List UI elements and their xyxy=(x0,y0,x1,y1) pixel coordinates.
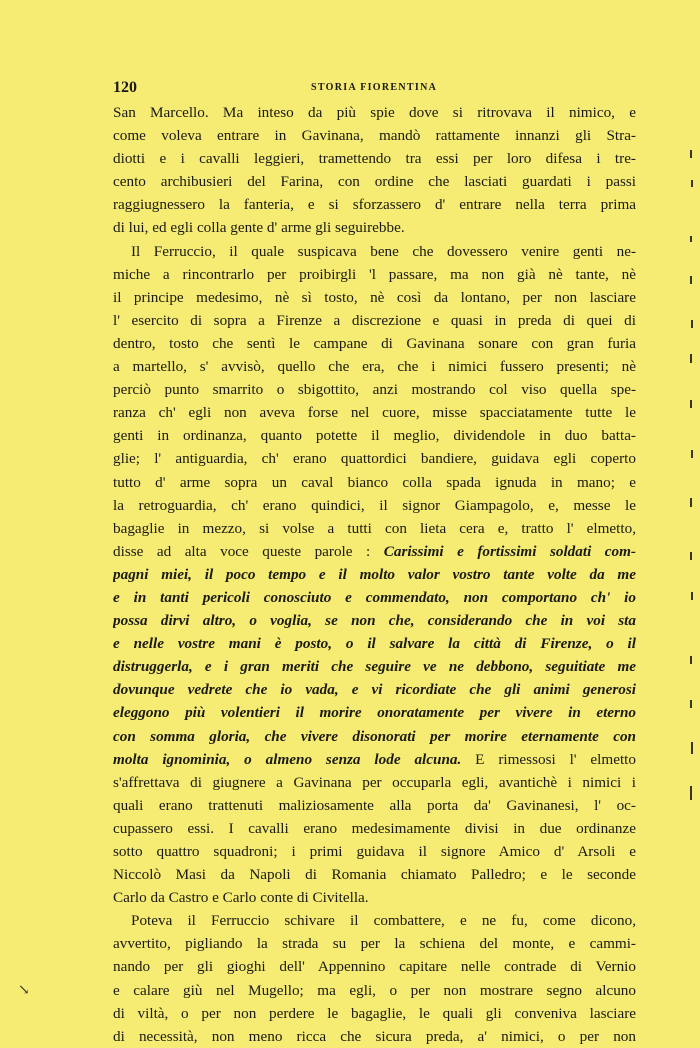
text-line-italic: possa dirvi altro, o voglia, se non che, considerando che in voi sta xyxy=(113,612,636,630)
text-line: cento archibusieri del Farina, con ordine che lasciati guardati i passi xyxy=(113,173,636,191)
text-line: miche a rincontrarlo per proibirgli 'l passare, ma non già nè tante, nè xyxy=(113,265,636,283)
text-line: San Marcello. Ma inteso da più spie dove si ritrovava il nimico, e xyxy=(113,104,636,121)
margin-bleed-mark xyxy=(690,786,692,800)
paragraph-2 xyxy=(113,240,636,910)
text-line: bagaglie in mezzo, si volse a tutti con lieta cera e, tratto l' elmetto, xyxy=(113,519,636,537)
text-italic: Carissimi e fortissimi soldati com- xyxy=(383,542,636,560)
text-line: di viltà, o per non perdere le bagaglie, le quali gli conveniva lasciare xyxy=(113,1004,636,1022)
text-line-italic: eleggono più volentieri il morire onoratamente per vivere in eterno xyxy=(113,704,636,722)
text-line: cupassero essi. I cavalli erano medesimamente divisi in due ordinanze xyxy=(113,819,636,837)
margin-bleed-mark xyxy=(690,498,692,507)
text-line: nando per gli gioghi dell' Appennino capitare nelle contrade di Vernio xyxy=(113,958,636,976)
text-line: Il Ferruccio, il quale suspicava bene che dovessero venire genti ne- xyxy=(131,242,636,260)
text-line-italic: con somma gloria, che vivere disonorati per morire eternamente con xyxy=(113,727,636,745)
text-line xyxy=(113,540,636,563)
text-line: tutto d' arme sopra un caval bianco colla spada ignuda in mano; e xyxy=(113,473,636,491)
text-line-italic: e in tanti pericoli conosciuto e commendato, non comportano ch' io xyxy=(113,588,636,606)
page-body xyxy=(113,101,636,1048)
text-line: sotto quattro squadroni; i primi guidava il signore Amico d' Arsoli e xyxy=(113,843,636,860)
text-line: diotti e i cavalli leggieri, tramettendo tra essi per loro difesa i tre- xyxy=(113,150,636,168)
margin-bleed-mark xyxy=(690,656,692,664)
text-line: il principe medesimo, nè sì tosto, nè così da lontano, per non lasciare xyxy=(113,288,636,306)
margin-bleed-mark xyxy=(691,180,693,187)
text-italic: molta ignominia, o almeno senza lode alcuna. xyxy=(113,750,462,768)
corner-smudge-mark: ↘ xyxy=(18,982,30,998)
page-header xyxy=(113,79,636,97)
margin-bleed-mark xyxy=(691,592,693,600)
text-line xyxy=(113,748,636,771)
text-line: avvertito, pigliando la strada su per la schiena del monte, e cammi- xyxy=(113,935,636,953)
text-line: ranza ch' egli non aveva forse nel cuore, misse spacciatamente tutte le xyxy=(113,404,636,422)
text-line: Poteva il Ferruccio schivare il combattere, e ne fu, come dicono, xyxy=(131,912,636,930)
text-line: dentro, tosto che sentì le campane di Gavinana sonare con gran furia xyxy=(113,334,636,352)
running-title: STORIA FIORENTINA xyxy=(311,82,438,93)
margin-bleed-mark xyxy=(690,276,692,284)
text-line: Niccolò Masi da Napoli di Romania chiamato Palledro; e le seconde xyxy=(113,866,636,884)
margin-bleed-mark xyxy=(690,150,692,158)
text-line-italic: dovunque vedrete che io vada, e vi ricordiate che gli animi generosi xyxy=(113,681,636,699)
text-line: la retroguardia, ch' erano quindici, il signor Giampagolo, e, messe le xyxy=(113,496,636,514)
text-line: di necessità, non meno ricca che sicura preda, a' nimici, o per non xyxy=(113,1027,636,1045)
margin-bleed-mark xyxy=(690,552,692,560)
text-line-italic: pagni miei, il poco tempo e il molto valor vostro tante volte da me xyxy=(113,565,636,583)
text-line: come voleva entrare in Gavinana, mandò rattamente innanzi gli Stra- xyxy=(113,127,636,145)
paragraph-1 xyxy=(113,101,636,240)
text-line: e calare giù nel Mugello; ma egli, o per non mostrare segno alcuno xyxy=(113,981,636,999)
text-line: a martello, s' avvisò, quello che era, che i nimici fussero presenti; nè xyxy=(113,358,636,376)
margin-bleed-mark xyxy=(691,320,693,328)
margin-bleed-mark xyxy=(690,354,692,363)
margin-bleed-mark xyxy=(691,742,693,754)
margin-bleed-mark xyxy=(690,236,692,242)
page-number: 120 xyxy=(113,79,137,96)
margin-bleed-mark xyxy=(691,450,693,458)
text-line: di lui, ed egli colla gente d' arme gli seguirebbe. xyxy=(113,219,405,237)
text-line: Carlo da Castro e Carlo conte di Civitella. xyxy=(113,889,369,907)
text-roman: E rimessosi l' elmetto xyxy=(461,750,636,768)
text-line: raggiugnessero la fanteria, e si sforzassero d' entrare nella terra prima xyxy=(113,196,636,214)
text-line: genti in ordinanza, quanto potette il meglio, dividendole in duo batta- xyxy=(113,427,636,445)
text-line: quali erano trattenuti maliziosamente alla porta da' Gavinanesi, l' oc- xyxy=(113,796,636,814)
text-line: s'affrettava di giugnere a Gavinana per occuparla egli, avantichè i nimici i xyxy=(113,773,636,791)
text-line: l' esercito di sopra a Firenze a discrezione e quasi in preda di quei di xyxy=(113,311,636,329)
text-line: glie; l' antiguardia, ch' erano quattordici bandiere, guidava egli coperto xyxy=(113,450,636,468)
text-line-italic: e nelle vostre mani è posto, o il salvare la città di Firenze, o il xyxy=(113,635,636,653)
text-roman: disse ad alta voce queste parole : xyxy=(113,542,384,560)
margin-bleed-mark xyxy=(690,700,692,708)
text-line-italic: distruggerla, e i gran meriti che seguire ve ne debbono, seguitiate me xyxy=(113,658,636,676)
text-line: perciò punto smarrito o sbigottito, anzi mostrando col viso quella spe- xyxy=(113,381,636,399)
margin-bleed-mark xyxy=(690,400,692,408)
paragraph-3 xyxy=(113,909,636,1048)
